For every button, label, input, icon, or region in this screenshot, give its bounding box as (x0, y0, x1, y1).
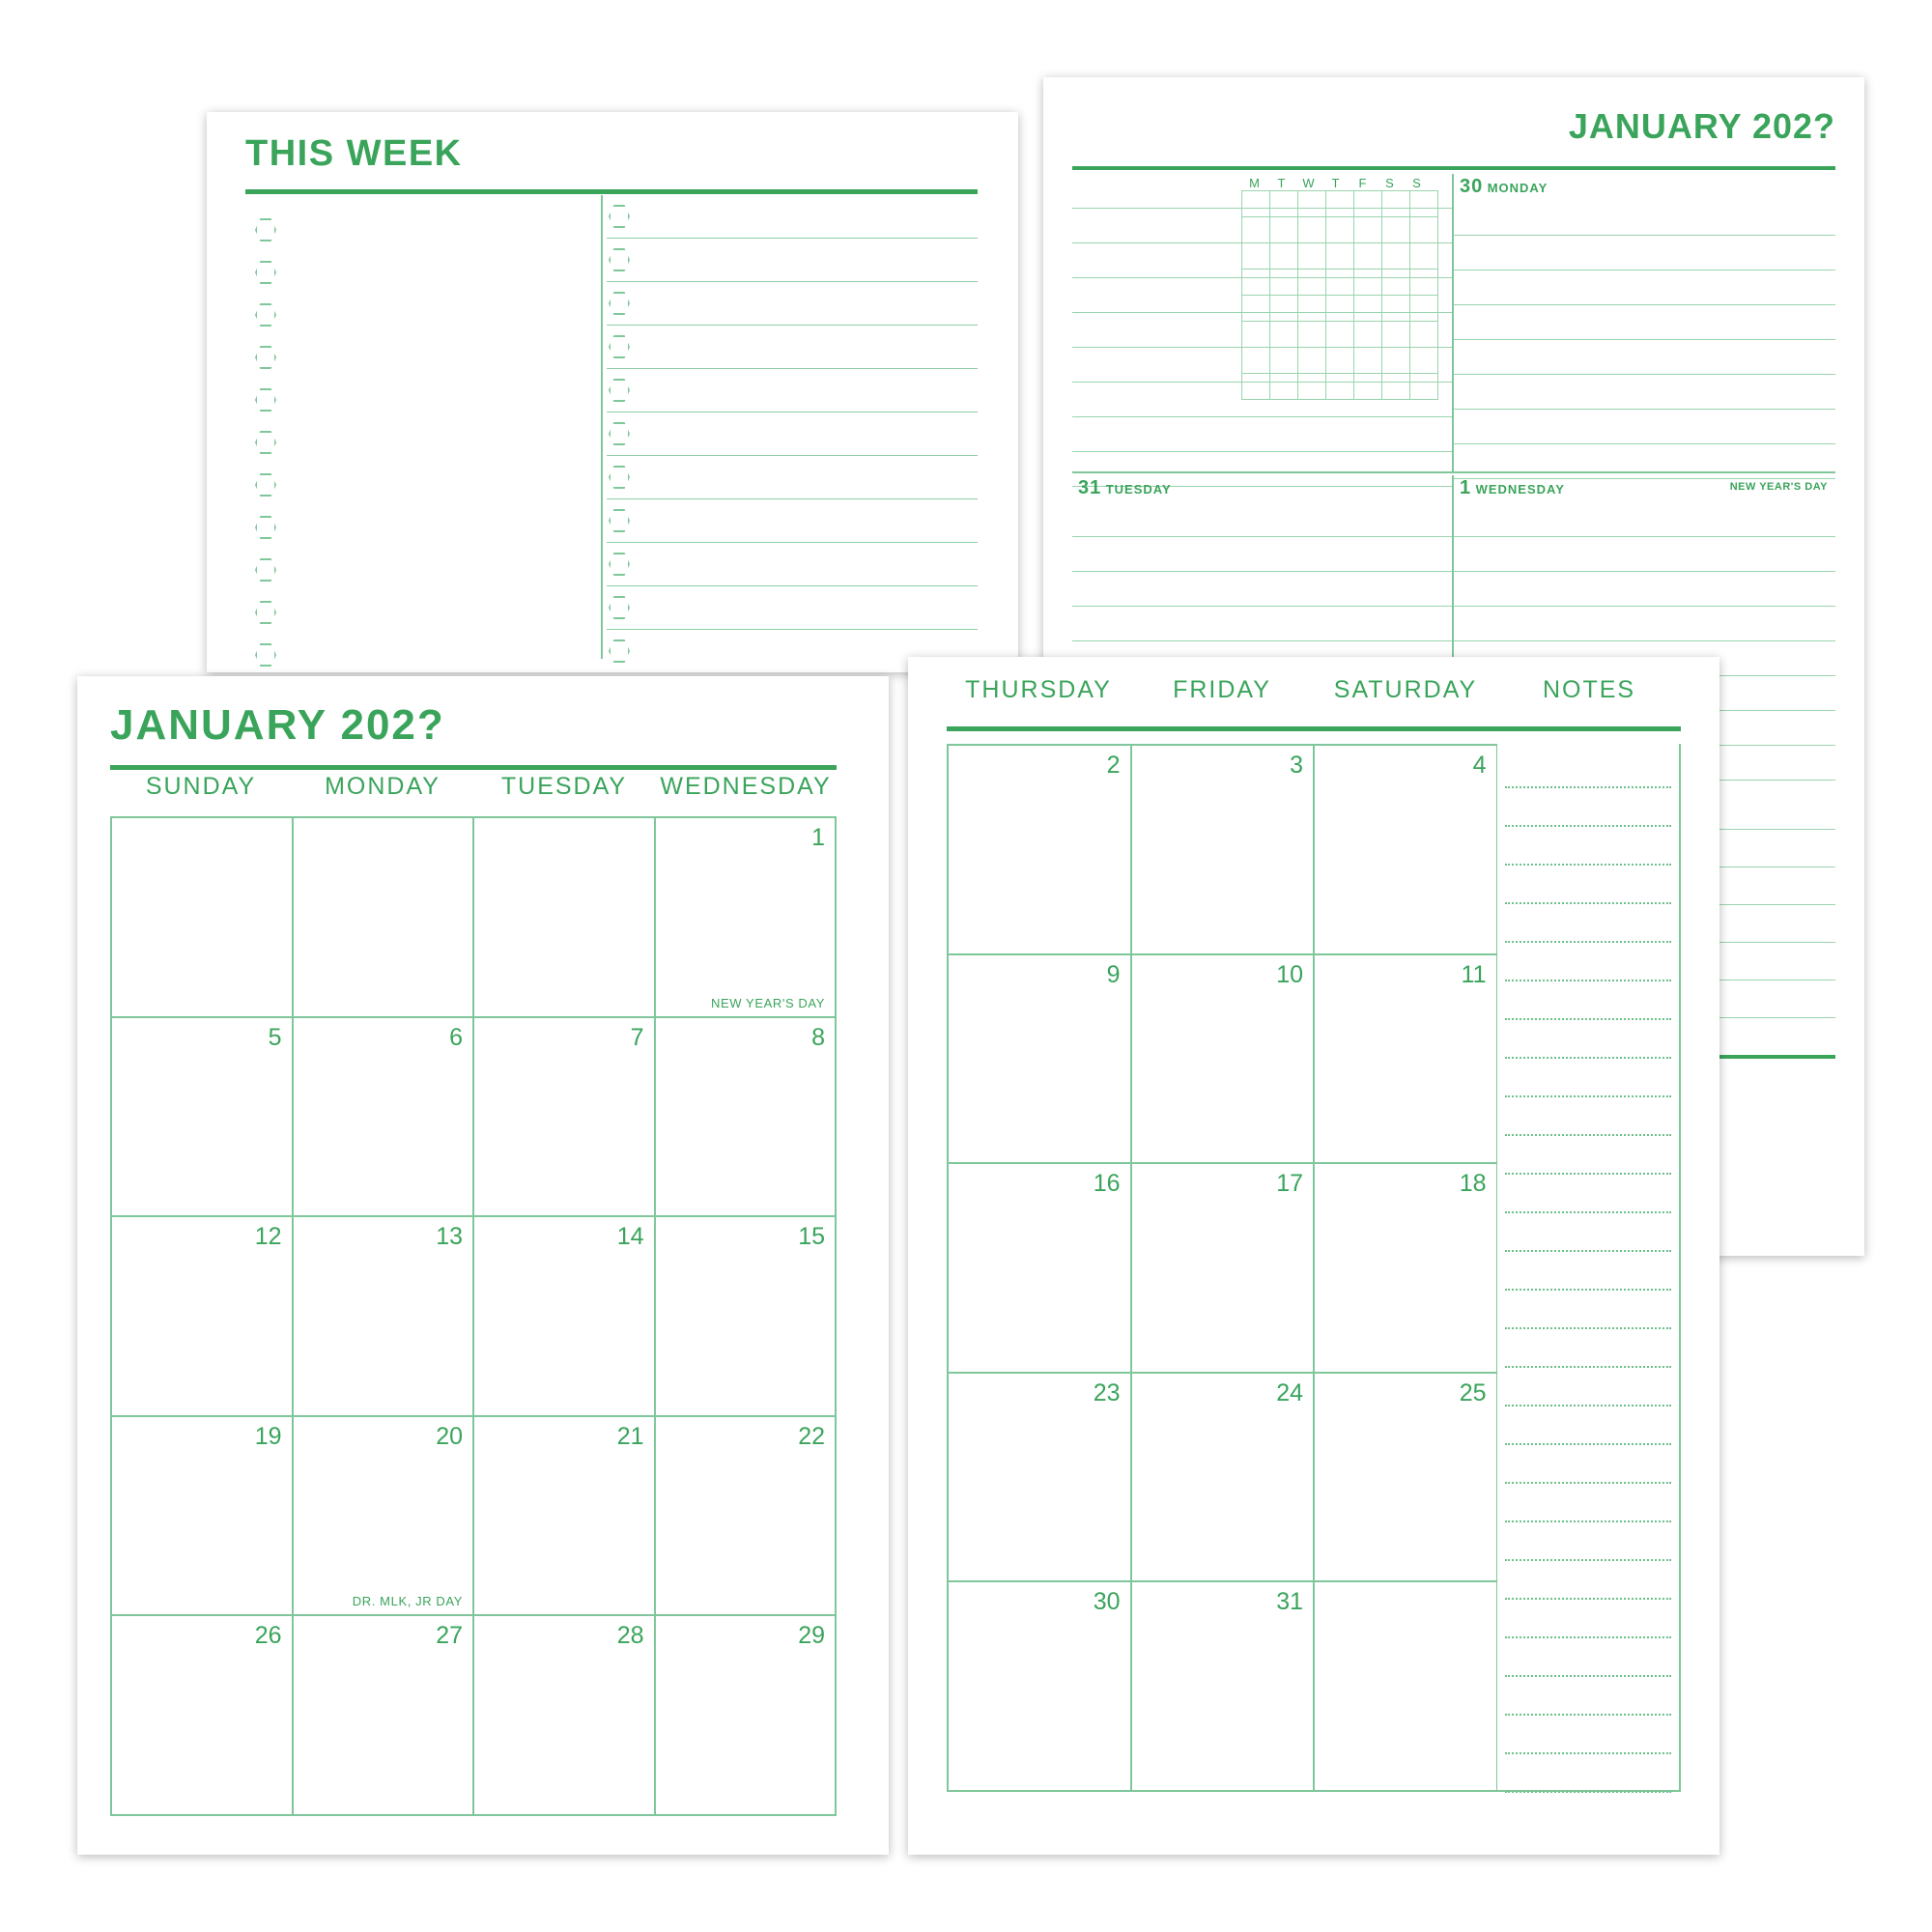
note-line[interactable] (1505, 1600, 1671, 1638)
calendar-cell[interactable] (474, 1616, 656, 1816)
day-block-monday[interactable] (1454, 174, 1835, 473)
cell-date: 12 (254, 1223, 282, 1251)
list-item[interactable] (245, 209, 593, 251)
calendar-cell[interactable] (294, 1616, 475, 1816)
calendar-cell[interactable] (112, 1417, 294, 1617)
hexagon-checkbox-icon[interactable] (255, 643, 276, 667)
note-line[interactable] (1505, 1638, 1671, 1677)
list-item[interactable] (607, 195, 978, 239)
note-line[interactable] (1505, 1059, 1671, 1097)
dow-tuesday: TUESDAY (500, 773, 628, 800)
cell-date: 22 (798, 1422, 825, 1450)
calendar-cell[interactable] (112, 1217, 294, 1417)
list-item[interactable] (245, 506, 593, 549)
calendar-cell[interactable] (656, 818, 838, 1018)
cell-date: 9 (1106, 960, 1121, 988)
title-rule-right (947, 726, 1681, 731)
day-number-monday: 30 (1460, 176, 1484, 197)
cell-date: 13 (436, 1223, 463, 1251)
mini-tracker-table[interactable] (1241, 190, 1438, 400)
calendar-cell[interactable] (112, 1616, 294, 1816)
cell-date: 15 (798, 1223, 825, 1251)
dow-thursday: THURSDAY (965, 676, 1112, 703)
calendar-cell[interactable] (949, 955, 1132, 1165)
day-number-wednesday: 1 (1460, 477, 1472, 498)
list-item[interactable] (607, 239, 978, 282)
calendar-cell[interactable] (474, 1417, 656, 1617)
mini-hdr-5: S (1385, 176, 1395, 190)
note-line[interactable] (1505, 1445, 1671, 1484)
title-rule (245, 189, 978, 194)
list-item[interactable] (607, 543, 978, 586)
mini-hdr-2: W (1302, 176, 1316, 190)
day-of-week-header (110, 773, 837, 801)
list-item[interactable] (245, 464, 593, 506)
note-line[interactable] (1505, 788, 1671, 827)
hexagon-checkbox-icon[interactable] (609, 639, 630, 663)
note-line[interactable] (1505, 1213, 1671, 1252)
cell-holiday: DR. MLK, JR DAY (352, 1594, 463, 1609)
list-item[interactable] (607, 282, 978, 326)
list-item[interactable] (245, 634, 593, 672)
hexagon-checkbox-icon[interactable] (255, 303, 276, 327)
page-title-this-week: THIS WEEK (245, 133, 463, 174)
cell-date: 2 (1106, 752, 1121, 779)
calendar-cell[interactable] (474, 1018, 656, 1218)
cell-date: 18 (1459, 1170, 1487, 1198)
calendar-cell[interactable] (294, 818, 475, 1018)
weekly-spread-rule (1072, 166, 1835, 170)
dow-sunday: SUNDAY (145, 773, 257, 800)
mini-tracker-grid[interactable] (1241, 176, 1438, 400)
day-lines-monday (1454, 201, 1835, 471)
cell-holiday: NEW YEAR'S DAY (710, 995, 825, 1010)
day-name-tuesday: TUESDAY (1105, 482, 1172, 497)
cell-date: 16 (1093, 1170, 1121, 1198)
cell-date: 7 (630, 1023, 644, 1051)
calendar-cell[interactable] (474, 1217, 656, 1417)
hexagon-checkbox-icon[interactable] (609, 422, 630, 445)
calendar-cell[interactable] (656, 1217, 838, 1417)
hexagon-checkbox-icon[interactable] (609, 466, 630, 489)
list-item[interactable] (245, 379, 593, 421)
list-item[interactable] (245, 336, 593, 379)
note-line[interactable] (1505, 981, 1671, 1020)
note-line[interactable] (1505, 1252, 1671, 1291)
calendar-cell[interactable] (1315, 1374, 1498, 1583)
cell-date: 30 (1093, 1588, 1121, 1616)
hexagon-checkbox-icon[interactable] (609, 335, 630, 358)
calendar-cell[interactable] (112, 1018, 294, 1218)
note-line[interactable] (1505, 866, 1671, 904)
notes-column[interactable] (1497, 744, 1681, 1792)
note-line[interactable] (1505, 1097, 1671, 1136)
hexagon-checkbox-icon[interactable] (255, 601, 276, 624)
mini-hdr-6: S (1412, 176, 1422, 190)
calendar-cell[interactable] (949, 1164, 1132, 1374)
hexagon-checkbox-icon[interactable] (609, 509, 630, 532)
cell-date: 4 (1472, 752, 1487, 779)
note-line[interactable] (1505, 1329, 1671, 1368)
mini-hdr-4: F (1358, 176, 1368, 190)
hexagon-checkbox-icon[interactable] (255, 261, 276, 284)
note-line[interactable] (1505, 1522, 1671, 1561)
page-month-left (77, 676, 889, 1855)
note-line[interactable] (1505, 904, 1671, 943)
cell-date: 27 (436, 1622, 463, 1650)
hexagon-checkbox-icon[interactable] (255, 388, 276, 412)
checklist-right[interactable] (607, 195, 978, 672)
notes-header: NOTES (1542, 676, 1636, 703)
list-item[interactable] (607, 369, 978, 412)
note-line[interactable] (1505, 827, 1671, 866)
page-this-week (207, 112, 1018, 672)
calendar-cell[interactable] (656, 1417, 838, 1617)
cell-date: 21 (616, 1422, 644, 1450)
calendar-cell[interactable] (1315, 746, 1498, 955)
list-item[interactable] (245, 591, 593, 634)
list-item[interactable] (607, 456, 978, 499)
calendar-cell[interactable] (294, 1018, 475, 1218)
calendar-cell[interactable] (294, 1417, 475, 1617)
day-name-wednesday: WEDNESDAY (1475, 482, 1565, 497)
cell-date: 14 (616, 1223, 644, 1251)
page-month-right (908, 657, 1719, 1855)
calendar-cell[interactable] (1132, 1374, 1316, 1583)
note-line[interactable] (1505, 1677, 1671, 1716)
cell-date: 31 (1276, 1588, 1303, 1616)
dow-wednesday: WEDNESDAY (660, 773, 832, 800)
cell-date: 26 (254, 1622, 282, 1650)
calendar-grid-left[interactable] (110, 816, 837, 1816)
note-line[interactable] (1505, 750, 1671, 788)
cell-date: 19 (254, 1422, 282, 1450)
note-line[interactable] (1505, 1484, 1671, 1522)
cell-date: 1 (811, 824, 825, 851)
calendar-cell[interactable] (294, 1217, 475, 1417)
hexagon-checkbox-icon[interactable] (255, 558, 276, 582)
day-of-week-header-right (947, 676, 1681, 704)
list-item[interactable] (607, 499, 978, 543)
list-item[interactable] (245, 549, 593, 591)
calendar-cell[interactable] (1132, 1582, 1316, 1792)
cell-date: 24 (1276, 1378, 1303, 1406)
list-item[interactable] (245, 251, 593, 294)
list-item[interactable] (245, 421, 593, 464)
dow-monday: MONDAY (325, 773, 440, 800)
hexagon-checkbox-icon[interactable] (255, 431, 276, 454)
holiday-label-new-years: NEW YEAR'S DAY (1729, 481, 1828, 493)
hexagon-checkbox-icon[interactable] (609, 596, 630, 619)
note-line[interactable] (1505, 1561, 1671, 1600)
hexagon-checkbox-icon[interactable] (255, 218, 276, 242)
cell-date: 23 (1093, 1378, 1121, 1406)
calendar-cell[interactable] (1315, 1164, 1498, 1374)
list-item[interactable] (607, 412, 978, 456)
column-divider (601, 195, 603, 659)
calendar-cell[interactable] (949, 1582, 1132, 1792)
calendar-cell[interactable] (1315, 1582, 1498, 1792)
hexagon-checkbox-icon[interactable] (255, 516, 276, 539)
checklist-left[interactable] (245, 209, 593, 672)
dow-friday: FRIDAY (1173, 676, 1271, 703)
cell-date: 17 (1276, 1170, 1303, 1198)
cell-date: 25 (1459, 1378, 1487, 1406)
list-item[interactable] (245, 294, 593, 336)
calendar-cell[interactable] (1132, 955, 1316, 1165)
note-line[interactable] (1505, 1368, 1671, 1406)
mini-hdr-3: T (1331, 176, 1341, 190)
calendar-cell[interactable] (112, 818, 294, 1018)
cell-date: 3 (1290, 752, 1303, 779)
hexagon-checkbox-icon[interactable] (609, 205, 630, 228)
cell-date: 11 (1461, 960, 1487, 988)
calendar-cell[interactable] (949, 746, 1132, 955)
note-line[interactable] (1505, 1716, 1671, 1754)
cell-date: 20 (436, 1422, 463, 1450)
hexagon-checkbox-icon[interactable] (255, 346, 276, 369)
weekly-notes-quadrant (1072, 174, 1454, 473)
page-title-month: JANUARY 202? (110, 701, 445, 749)
dow-saturday: SATURDAY (1333, 676, 1478, 703)
note-line[interactable] (1505, 943, 1671, 981)
calendar-cell[interactable] (656, 1018, 838, 1218)
note-line[interactable] (1505, 1136, 1671, 1175)
cell-date: 5 (268, 1023, 282, 1051)
note-line[interactable] (1505, 1754, 1671, 1793)
cell-date: 6 (449, 1023, 463, 1051)
calendar-cell[interactable] (1132, 1164, 1316, 1374)
note-line[interactable] (1505, 1406, 1671, 1445)
list-item[interactable] (607, 326, 978, 369)
weekly-spread-title: JANUARY 202? (1568, 106, 1835, 146)
calendar-cell[interactable] (656, 1616, 838, 1816)
title-rule (110, 765, 837, 770)
day-name-monday: MONDAY (1487, 181, 1548, 195)
mini-hdr-1: T (1277, 176, 1287, 190)
mini-hdr-0: M (1249, 176, 1261, 190)
calendar-cell[interactable] (1315, 955, 1498, 1165)
calendar-cell[interactable] (474, 818, 656, 1018)
note-line[interactable] (1505, 1020, 1671, 1059)
cell-date: 8 (811, 1023, 825, 1051)
hexagon-checkbox-icon[interactable] (609, 248, 630, 271)
list-item[interactable] (607, 586, 978, 630)
cell-date: 28 (616, 1622, 644, 1650)
note-line[interactable] (1505, 1291, 1671, 1329)
day-number-tuesday: 31 (1078, 477, 1102, 498)
calendar-cell[interactable] (949, 1374, 1132, 1583)
cell-date: 29 (798, 1622, 825, 1650)
cell-date: 10 (1276, 960, 1303, 988)
hexagon-checkbox-icon[interactable] (609, 292, 630, 315)
hexagon-checkbox-icon[interactable] (255, 473, 276, 497)
hexagon-checkbox-icon[interactable] (609, 379, 630, 402)
note-line[interactable] (1505, 1175, 1671, 1213)
calendar-cell[interactable] (1132, 746, 1316, 955)
hexagon-checkbox-icon[interactable] (609, 553, 630, 576)
